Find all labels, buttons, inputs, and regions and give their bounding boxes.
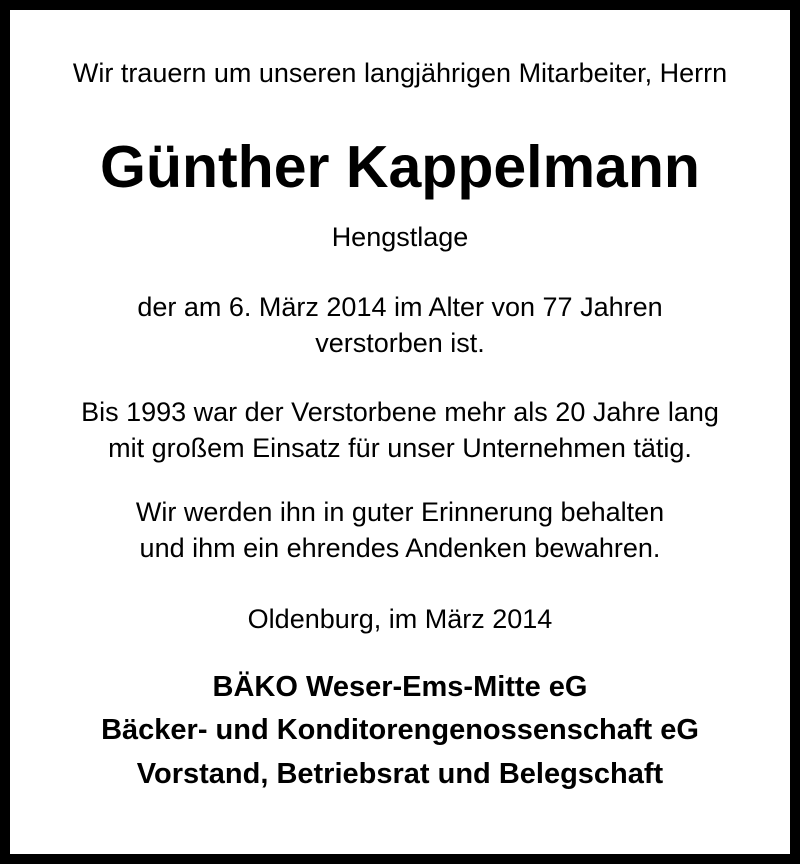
service-line-1: Bis 1993 war der Verstorbene mehr als 20 Jahre lang xyxy=(81,397,719,427)
signature-cooperative: Bäcker- und Konditorengenossenschaft eG xyxy=(101,714,699,746)
intro-text: Wir trauern um unseren langjährigen Mitarbeiter, Herrn xyxy=(72,58,728,88)
signature-company: BÄKO Weser-Ems-Mitte eG xyxy=(212,671,588,703)
hometown: Hengstlage xyxy=(331,222,469,252)
deceased-name: Günther Kappelmann xyxy=(100,134,700,200)
memory-line-1: Wir werden ihn in guter Erinnerung behalten xyxy=(135,497,665,527)
signature-staff: Vorstand, Betriebsrat und Belegschaft xyxy=(136,758,664,790)
death-line-1: der am 6. März 2014 im Alter von 77 Jahren xyxy=(137,292,663,322)
service-line-2: mit großem Einsatz für unser Unternehmen tätig. xyxy=(108,433,692,463)
death-line-2: verstorben ist. xyxy=(315,328,485,358)
memory-line-2: und ihm ein ehrendes Andenken bewahren. xyxy=(139,533,661,563)
place-date: Oldenburg, im März 2014 xyxy=(247,604,553,634)
